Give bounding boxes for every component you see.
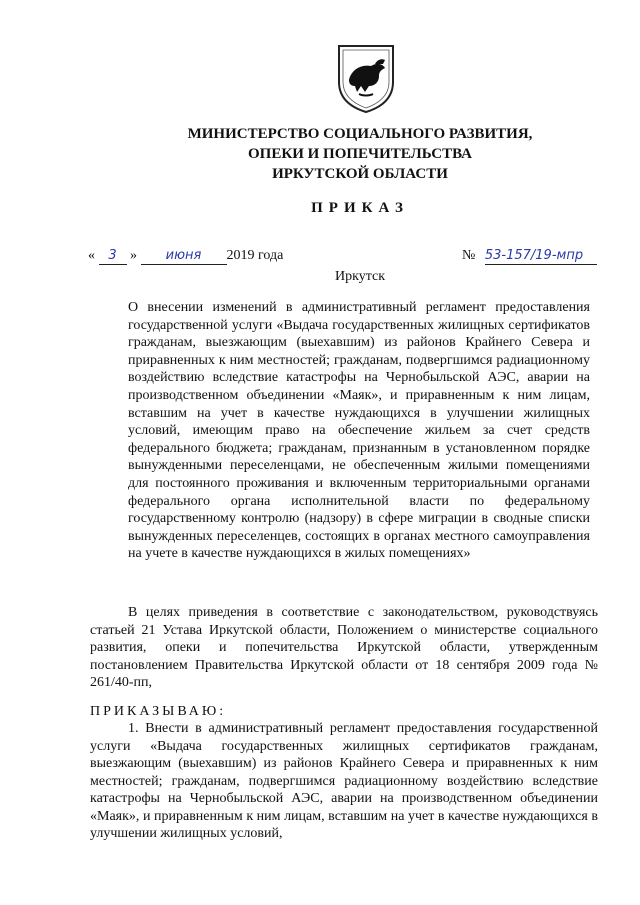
number-field (485, 248, 597, 265)
date-month: июня (165, 248, 202, 263)
date-close-quote: » (130, 248, 137, 263)
date-day-field (99, 248, 127, 265)
city: Иркутск (334, 269, 386, 284)
ministry-line-1: МИНИСТЕРСТВО СОЦИАЛЬНОГО РАЗВИТИЯ, (187, 126, 533, 142)
number-label: № (462, 248, 476, 263)
prikazyvayu: ПРИКАЗЫВАЮ: (90, 704, 227, 719)
date-open-quote: « (88, 248, 95, 263)
date-month-field (141, 248, 227, 265)
order-subject: О внесении изменений в административный регламент предоставления государственной услуги «Выдача государственных жилищных сертификатов гражданам, выезжающим (выехавшим) из районов Крайнего Севера и приравненных к ним местностей; гражданам, подвергшимся радиационному воздействию вследствие катастрофы на Чернобыльской АЭС, аварии на производственном объединении «Маяк», и приравненным к ним лицам, вставшим на учет в качестве нуждающихся в улучшении жилищных условий, имеющим право на обеспечение жильем за счет средств федерального бюджета; гражданам, признанным в установленном порядке вынужденными переселенцами, не обеспеченным жилыми помещениями для постоянного проживания и включенным территориальными органами федерального органа исполнительной власти по федеральному государственному контролю (надзору) в сфере миграции в сводные списки вынужденных переселенцев, состоящих в органах местного самоуправления на учете в качестве нуждающихся в жилых помещениях» (128, 300, 590, 562)
date-day: 3 (108, 248, 117, 263)
number-value: 53-157/19-мпр (484, 248, 584, 263)
order-date (88, 248, 283, 265)
preamble-paragraph: В целях приведения в соответствие с законодательством, руководствуясь статьей 21 Устава Иркутской области, Положением о министерстве социального развития, опеки и попечительства Иркутской области, утвержденным постановлением Правительства Иркутской области от 18 сентября 2009 года № 261/40-пп, (90, 605, 598, 690)
coat-of-arms-icon (335, 42, 397, 114)
clause-1-paragraph: 1. Внести в административный регламент предоставления государственной услуги «Выдача государственных жилищных сертификатов гражданам, выезжающим (выехавшим) из районов Крайнего Севера и приравненных к ним местностей; гражданам, подвергшимся радиационному воздействию вследствие катастрофы на Чернобыльской АЭС, аварии на производственном объединении «Маяк», и приравненным к ним лицам, вставшим на учет в качестве нуждающихся в улучшении жилищных условий, (90, 721, 598, 841)
ministry-line-3: ИРКУТСКОЙ ОБЛАСТИ (272, 166, 448, 182)
ministry-name (150, 124, 570, 184)
document-type: ПРИКАЗ (311, 200, 409, 216)
date-year: 2019 года (226, 248, 284, 263)
order-number (462, 248, 597, 265)
ministry-line-2: ОПЕКИ И ПОПЕЧИТЕЛЬСТВА (248, 146, 472, 162)
